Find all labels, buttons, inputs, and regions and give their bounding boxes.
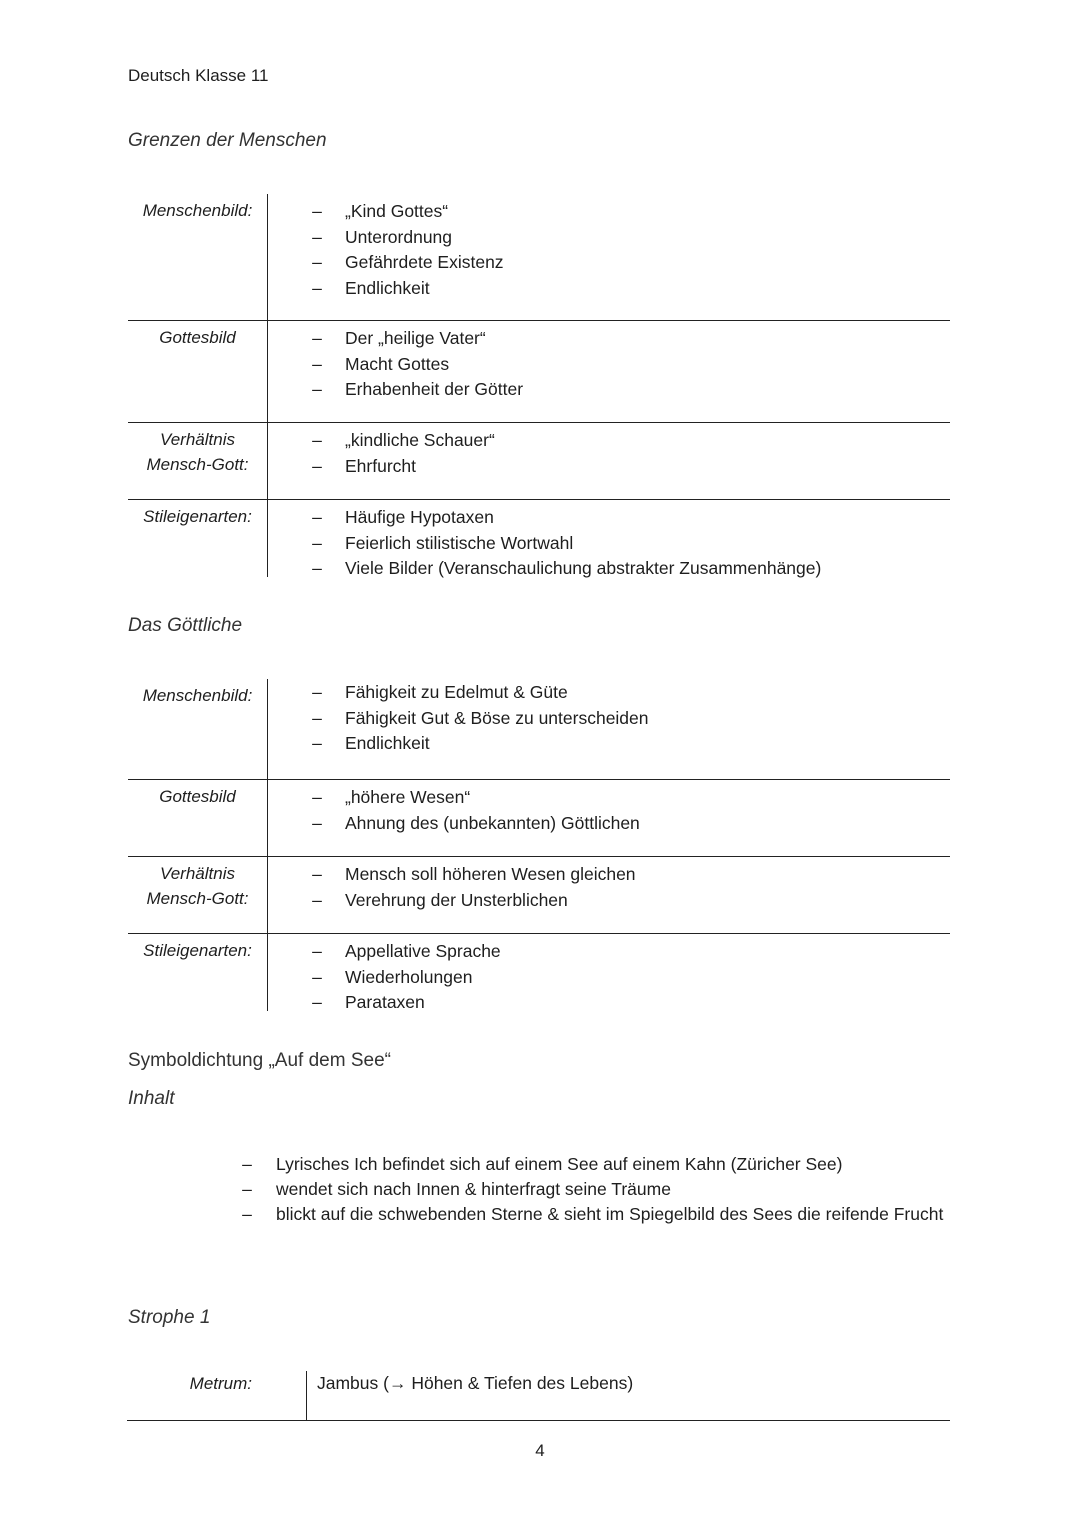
table-row: Stileigenarten: – Appellative Sprache – Wiederholungen – Parataxen xyxy=(128,933,950,1011)
inhalt-list xyxy=(240,1152,952,1227)
section-title-symboldichtung: Symboldichtung „Auf dem See“ xyxy=(128,1050,391,1071)
row-label: Menschenbild: xyxy=(128,194,268,320)
list-item: – Lyrisches Ich befindet sich auf einem See auf einem Kahn (Züricher See) xyxy=(242,1154,843,1174)
table-row: Verhältnis Mensch-Gott: – „kindliche Schauer“ – Ehrfurcht xyxy=(128,422,950,499)
row-label: Stileigenarten: xyxy=(128,500,268,577)
row-label: Stileigenarten: xyxy=(128,934,268,1011)
row-label: Gottesbild xyxy=(128,780,268,856)
row-label: Menschenbild: xyxy=(128,679,268,779)
section-title-strophe: Strophe 1 xyxy=(128,1307,211,1328)
row-label: Verhältnis Mensch-Gott: xyxy=(128,423,268,499)
table-row: Gottesbild – „höhere Wesen“ – Ahnung des (unbekannten) Göttlichen xyxy=(128,779,950,856)
metrum-table xyxy=(127,1368,950,1421)
document-header: Deutsch Klasse 11 xyxy=(128,66,269,85)
table-grenzen xyxy=(128,194,950,577)
table-row: Gottesbild – Der „heilige Vater“ – Macht Gottes – Erhabenheit der Götter xyxy=(128,320,950,422)
metrum-value: Jambus (→ Höhen & Tiefen des Lebens) xyxy=(317,1373,634,1393)
section-title-goettliche: Das Göttliche xyxy=(128,615,243,636)
row-label: Gottesbild xyxy=(128,321,268,422)
table-goettliche xyxy=(128,679,950,1011)
table-row: Menschenbild: – „Kind Gottes“ – Unterordnung – Gefährdete Existenz – Endlichkeit xyxy=(128,194,950,320)
table-row: Verhältnis Mensch-Gott: – Mensch soll höheren Wesen gleichen – Verehrung der Unsterblichen xyxy=(128,856,950,933)
page-number: 4 xyxy=(535,1441,545,1460)
metrum-label: Metrum: xyxy=(127,1371,307,1420)
table-row: Stileigenarten: – Häufige Hypotaxen – Feierlich stilistische Wortwahl – Viele Bilder (Veranschaulichung abstrakter Zusammenhänge) xyxy=(128,499,950,577)
section-title-grenzen: Grenzen der Menschen xyxy=(128,130,327,151)
subsection-title-inhalt: Inhalt xyxy=(128,1088,175,1109)
list-item: – blickt auf die schwebenden Sterne & sieht im Spiegelbild des Sees die reifende Frucht xyxy=(242,1204,944,1224)
row-label: Verhältnis Mensch-Gott: xyxy=(128,857,268,933)
list-item: – wendet sich nach Innen & hinterfragt seine Träume xyxy=(242,1179,671,1199)
table-row: Menschenbild: – Fähigkeit zu Edelmut & Güte – Fähigkeit Gut & Böse zu unterscheiden – Endlichkeit xyxy=(128,679,950,779)
